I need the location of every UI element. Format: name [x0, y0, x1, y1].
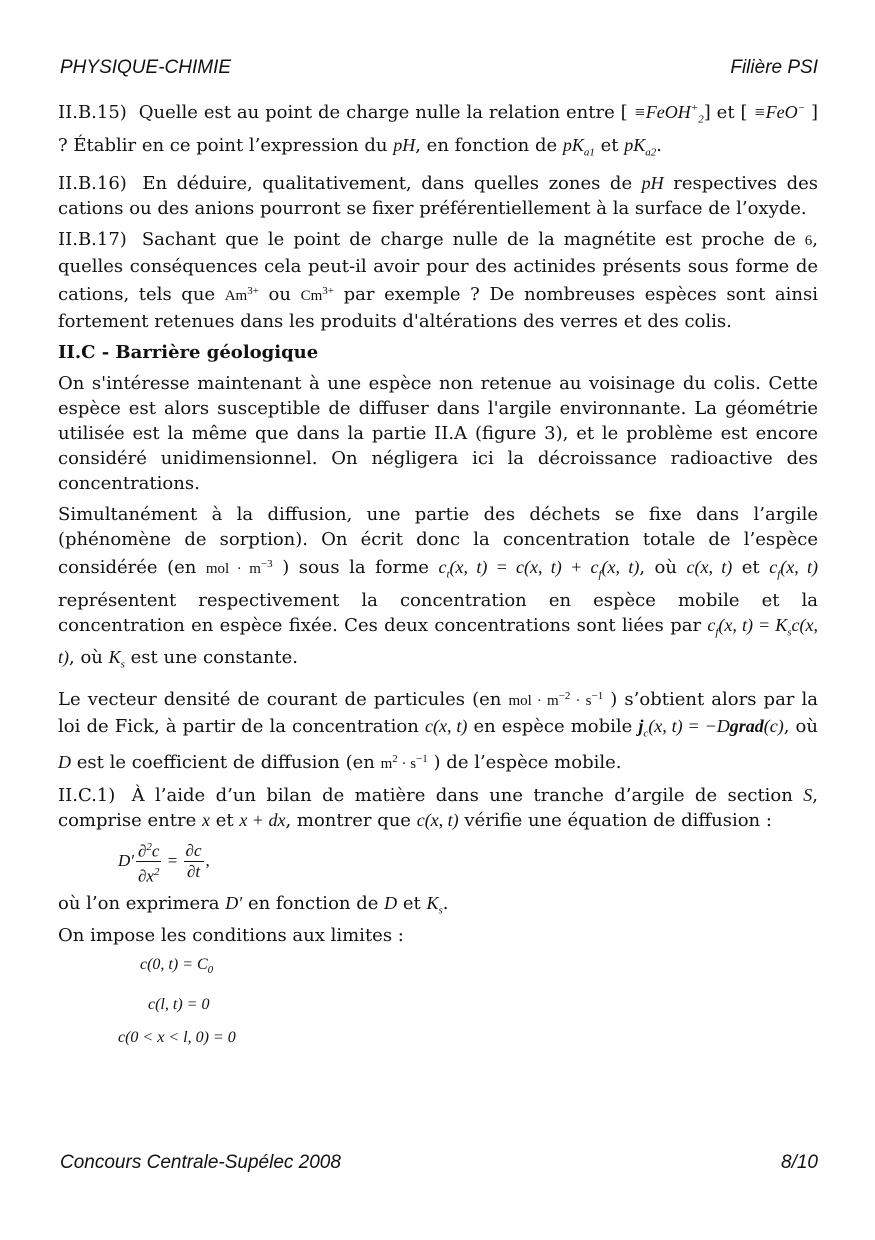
question-ii-b-16	[58, 171, 818, 221]
text: Quelle est au point de charge nulle la relation entre [	[138, 102, 628, 123]
paragraph-intro: On s'intéresse maintenant à une espèce non retenue au voisinage du colis. Cette espèce est alors susceptible de diffuser dans l'argile environnante. La géométrie utilisée est la même que dans la partie II.A (figure 3), et le problème est encore considéré unidimensionnel. On négligera ici la décroissance radioactive des concentrations.	[58, 373, 818, 495]
text: vérifie une équation de diffusion :	[464, 809, 772, 831]
text: et	[215, 809, 234, 831]
diffusion-equation	[118, 837, 818, 887]
equals-sign: =	[167, 850, 178, 870]
text: En déduire, qualitativement, dans quelles zones de	[142, 173, 633, 195]
header-track: Filière PSI	[730, 57, 818, 78]
text: ) s’obtient alors par la loi de Fick, à partir de la concentration	[58, 688, 818, 737]
sorption-relation: $c_f(x$, $t) = K_sc(x$, t)	[58, 614, 818, 668]
mobile-concentration: c(x, t)	[686, 557, 733, 578]
text: où l’on exprimera	[58, 892, 220, 914]
question-number: II.B.17)	[58, 229, 127, 251]
question-ii-c-1	[58, 783, 818, 833]
condition-1: c(0, $t) = C_0$	[140, 956, 214, 977]
text: est une constante.	[130, 647, 298, 669]
text: .	[442, 892, 449, 914]
species-feo: ≡FeO−	[753, 102, 806, 122]
ks-symbol: $K_s$	[426, 892, 443, 917]
pka2: $pK_{a2}$	[624, 134, 657, 159]
condition-3: c(0 < x < l, 0) = 0	[118, 1028, 236, 1046]
text: , quelles conséquences cela peut-il avoir pour des actinides présents sous forme de cations, tels que	[58, 229, 818, 306]
text: ] ? Établir en ce point l’expression du	[58, 102, 818, 156]
question-number: II.B.15)	[58, 102, 127, 123]
mobile-concentration: c(x, t)	[424, 715, 468, 736]
page-content	[58, 96, 818, 1054]
second-derivative: $\frac{\partial^2c}{\partial x^2}$	[136, 837, 161, 887]
text: ] et [	[703, 102, 748, 123]
boundary-conditions	[58, 948, 818, 1053]
ph-symbol: pH	[641, 173, 664, 194]
text: et	[600, 134, 619, 156]
text: représentent respectivement la concentration en espèce mobile et la concentration en espèce fixée. Ces deux concentrations sont liées par	[58, 589, 818, 636]
text: est le coefficient de diffusion (en	[76, 751, 375, 773]
page-number: 8/10	[781, 1152, 818, 1173]
pka1: $pK_{a1}$	[562, 134, 595, 159]
d-prime: D′	[118, 850, 134, 870]
question-number: II.C.1)	[58, 784, 116, 806]
paragraph-fick	[58, 684, 818, 777]
text: en espèce mobile	[473, 715, 633, 737]
text: , en fonction de	[415, 134, 558, 156]
pcn-value: 6	[804, 233, 813, 250]
x-symbol: x	[201, 809, 210, 830]
fick-law: $j_c(x$, t) = −Dgrad(c)	[638, 715, 784, 740]
x-dx-symbol: x + dx	[239, 809, 286, 830]
unit-diffusion: $m^2 \cdot s^{-1}$	[380, 752, 428, 772]
comma: ,	[205, 850, 210, 870]
after-equation	[58, 891, 818, 924]
text: , où	[639, 557, 677, 579]
question-ii-b-17	[58, 227, 818, 334]
condition-2: c(l, t) = 0	[148, 995, 210, 1013]
paragraph-sorption	[58, 502, 818, 678]
text: et	[741, 557, 760, 579]
unit-flux: mol · $m^{-2} \cdot s^{-1}$	[508, 689, 604, 709]
total-concentration-eq: $c_t(x$, t) = c(x, $t) + c_f(x$, t)	[438, 557, 640, 581]
americium: $Am^{3+}$	[224, 285, 259, 305]
text: , montrer que	[285, 809, 411, 831]
text: Simultanément à la diffusion, une partie des déchets se fixe dans l’argile (phénomène de sorption). On écrit donc la concentration totale de l’espèce considérée (en	[58, 504, 818, 579]
text: ou	[268, 284, 291, 306]
limits-intro: On impose les conditions aux limites :	[58, 925, 404, 947]
text: et	[402, 892, 421, 914]
species-feoh2: ≡FeOH+$_2$	[633, 102, 704, 126]
d-prime: D′	[225, 892, 243, 913]
ks-symbol: $K_s$	[108, 647, 125, 671]
question-ii-b-15	[58, 96, 818, 165]
d-symbol: D	[384, 892, 398, 913]
curium: $Cm^{3+}$	[300, 285, 335, 305]
text: , comprise entre	[58, 784, 818, 831]
mobile-concentration: c(x, t)	[416, 809, 459, 830]
footer-contest: Concours Centrale-Supélec 2008	[60, 1152, 341, 1173]
header-subject: PHYSIQUE-CHIMIE	[60, 57, 232, 78]
time-derivative: $\frac{\partial c}{\partial t}$	[185, 841, 202, 882]
text: Sachant que le point de charge nulle de la magnétite est proche de	[141, 229, 796, 251]
text: , où	[69, 647, 103, 669]
text: ) sous la forme	[282, 557, 429, 579]
text: , où	[783, 715, 818, 737]
text: en fonction de	[247, 892, 379, 914]
ph-symbol: pH	[393, 134, 416, 155]
fixed-concentration: $c_f(x$, t)	[769, 557, 819, 581]
section-title: II.C - Barrière géologique	[58, 342, 319, 364]
unit-mol-m3: mol · $m^{-3}$	[205, 558, 273, 578]
text: respectives des cations ou des anions pourront se fixer préférentiellement à la surface de l’oxyde.	[58, 173, 818, 220]
text: par exemple ? De nombreuses espèces sont ainsi fortement retenues dans les produits d'altérations des verres et des colis.	[58, 284, 818, 333]
page-header	[60, 57, 818, 79]
question-number: II.B.16)	[58, 173, 127, 195]
text: .	[656, 134, 662, 156]
page-footer	[60, 1152, 818, 1174]
text: À l’aide d’un bilan de matière dans une tranche d’argile de section	[131, 784, 793, 806]
s-symbol: S	[803, 784, 813, 805]
text: Le vecteur densité de courant de particules (en	[58, 688, 502, 710]
text: ) de l’espèce mobile.	[433, 751, 622, 773]
d-symbol: D	[58, 751, 71, 772]
